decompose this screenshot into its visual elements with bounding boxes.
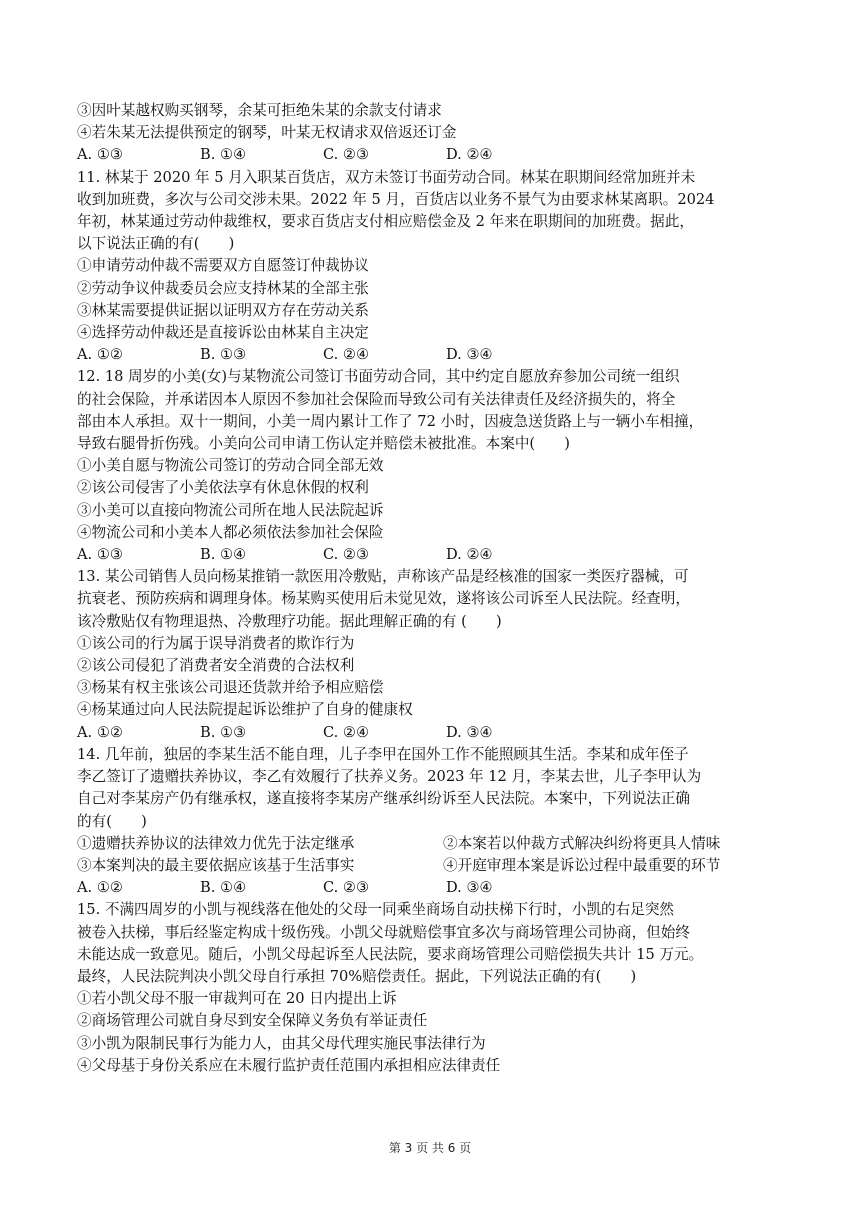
item-line: ③因叶某越权购买钢琴，余某可拒绝朱某的余款支付请求 [77,102,442,119]
question-stem-line: 12. 18 周岁的小美(女)与某物流公司签订书面劳动合同，其中约定自愿放弃参加公司统一组织 [77,368,680,386]
item-line: ③本案判决的最主要依据应该基于生活事实 [77,856,355,874]
item-line: ①该公司的行为属于误导消费者的欺诈行为 [77,634,355,652]
answer-options [77,544,787,566]
question-stem-line: 未能达成一致意见。随后，小凯父母起诉至人民法院，要求商场管理公司赔偿损失共计 15 万元。 [77,945,704,963]
item-line: ③杨某有权主张该公司退还货款并给予相应赔偿 [77,679,384,697]
item-line: ②该公司侵犯了消费者安全消费的合法权利 [77,657,355,675]
item-line: ②商场管理公司就自身尽到安全保障义务负有举证责任 [77,1012,428,1030]
option-c: C. ②③ [323,546,370,564]
exam-page [77,100,787,1077]
item-line: ①申请劳动仲裁不需要双方自愿签订仲裁协议 [77,257,369,275]
question-stem-line: 年初，林某通过劳动仲裁维权，要求百货店支付相应赔偿金及 2 年来在职期间的加班费。据此， [77,213,694,231]
question-stem-line: 该冷敷贴仅有物理退热、冷敷理疗功能。据此理解正确的有 ( ) [77,612,502,630]
item-line: ③林某需要提供证据以证明双方存在劳动关系 [77,301,369,319]
question-stem-line: 抗衰老、预防疾病和调理身体。杨某购买使用后未觉见效，遂将该公司诉至人民法院。经查明， [77,590,690,608]
answer-options [77,722,787,744]
item-line: ④父母基于身份关系应在未履行监护责任范围内承担相应法律责任 [77,1056,501,1074]
option-c: C. ②④ [323,346,370,364]
option-a: A. ①② [77,879,123,897]
question-stem-line: 导致右腿骨折伤残。小美向公司申请工伤认定并赔偿未被批准。本案中( ) [77,435,570,453]
item-line: ②劳动争议仲裁委员会应支持林某的全部主张 [77,279,369,297]
answer-options [77,877,787,899]
item-line: ④开庭审理本案是诉讼过程中最重要的环节 [443,856,721,874]
question-stem-line: 11. 林某于 2020 年 5 月入职某百货店，双方未签订书面劳动合同。林某在职期间经常加班并未 [77,168,696,186]
option-b: B. ①③ [200,346,247,364]
answer-options [77,144,787,166]
option-b: B. ①④ [200,546,247,564]
option-a: A. ①③ [77,146,123,164]
question-stem-line: 李乙签订了遗赠扶养协议，李乙有效履行了扶养义务。2023 年 12 月，李某去世，儿子李甲认为 [77,768,702,786]
item-row [77,855,787,877]
question-stem-line: 15. 不满四周岁的小凯与视线落在他处的父母一同乘坐商场自动扶梯下行时，小凯的右足突然 [77,901,675,919]
option-c: C. ②④ [323,723,370,741]
question-13 [77,566,787,744]
question-stem-line: 的社会保险，并承诺因本人原因不参加社会保险而导致公司有关法律责任及经济损失的，将全 [77,390,676,408]
item-line: ④物流公司和小美本人都必须依法参加社会保险 [77,523,384,541]
item-line: ②该公司侵害了小美依法享有休息休假的权利 [77,479,369,497]
question-stem-line: 最终，人民法院判决小凯父母自行承担 70%赔偿责任。据此，下列说法正确的有( ) [77,967,637,985]
option-d: D. ②④ [446,546,493,564]
question-stem-line: 13. 某公司销售人员向杨某推销一款医用冷敷贴，声称该产品是经核准的国家一类医疗器械，可 [77,568,689,586]
option-b: B. ①④ [200,146,247,164]
question-stem-line: 自己对李某房产仍有继承权，遂直接将李某房产继承纠纷诉至人民法院。本案中，下列说法正确 [77,790,690,808]
option-a: A. ①③ [77,546,123,564]
question-12 [77,366,787,566]
item-line: ③小凯为限制民事行为能力人，由其父母代理实施民事法律行为 [77,1034,486,1052]
option-d: D. ②④ [446,146,493,164]
question-stem-line: 14. 几年前，独居的李某生活不能自理，儿子李甲在国外工作不能照顾其生活。李某和成年侄子 [77,745,689,763]
item-line: ④选择劳动仲裁还是直接诉讼由林某自主决定 [77,324,369,342]
item-line: ①遗赠扶养协议的法律效力优先于法定继承 [77,834,355,852]
question-14 [77,744,787,899]
question-stem-line: 的有( ) [77,812,147,830]
question-15 [77,899,787,1077]
option-c: C. ②③ [323,879,370,897]
option-b: B. ①③ [200,723,247,741]
item-line: ③小美可以直接向物流公司所在地人民法院起诉 [77,501,384,519]
option-a: A. ①② [77,723,123,741]
question-stem-line: 部由本人承担。双十一期间，小美一周内累计工作了 72 小时，因疲急送货路上与一辆小车相撞， [77,412,704,430]
option-d: D. ③④ [446,879,493,897]
item-row [77,833,787,855]
option-d: D. ③④ [446,723,493,741]
item-line: ④若朱某无法提供预定的钢琴，叶某无权请求双倍返还订金 [77,124,457,142]
question-stem-line: 被卷入扶梯，事后经鉴定构成十级伤残。小凯父母就赔偿事宜多次与商场管理公司协商，但始终 [77,923,690,941]
item-line: ②本案若以仲裁方式解决纠纷将更具人情味 [443,834,721,852]
option-a: A. ①② [77,346,123,364]
item-line: ①若小凯父母不服一审裁判可在 20 日内提出上诉 [77,990,397,1008]
option-b: B. ①④ [200,879,247,897]
option-c: C. ②③ [323,146,370,164]
answer-options [77,344,787,366]
option-d: D. ③④ [446,346,493,364]
question-stem-line: 收到加班费，多次与公司交涉未果。2022 年 5 月，百货店以业务不景气为由要求林某离职。2024 [77,190,715,208]
question-11 [77,167,787,367]
question-stem-line: 以下说法正确的有( ) [77,235,235,253]
item-line: ④杨某通过向人民法院提起诉讼维护了自身的健康权 [77,701,413,719]
item-line: ①小美自愿与物流公司签订的劳动合同全部无效 [77,457,384,475]
page-number-footer: 第 3 页 共 6 页 [388,1141,472,1155]
